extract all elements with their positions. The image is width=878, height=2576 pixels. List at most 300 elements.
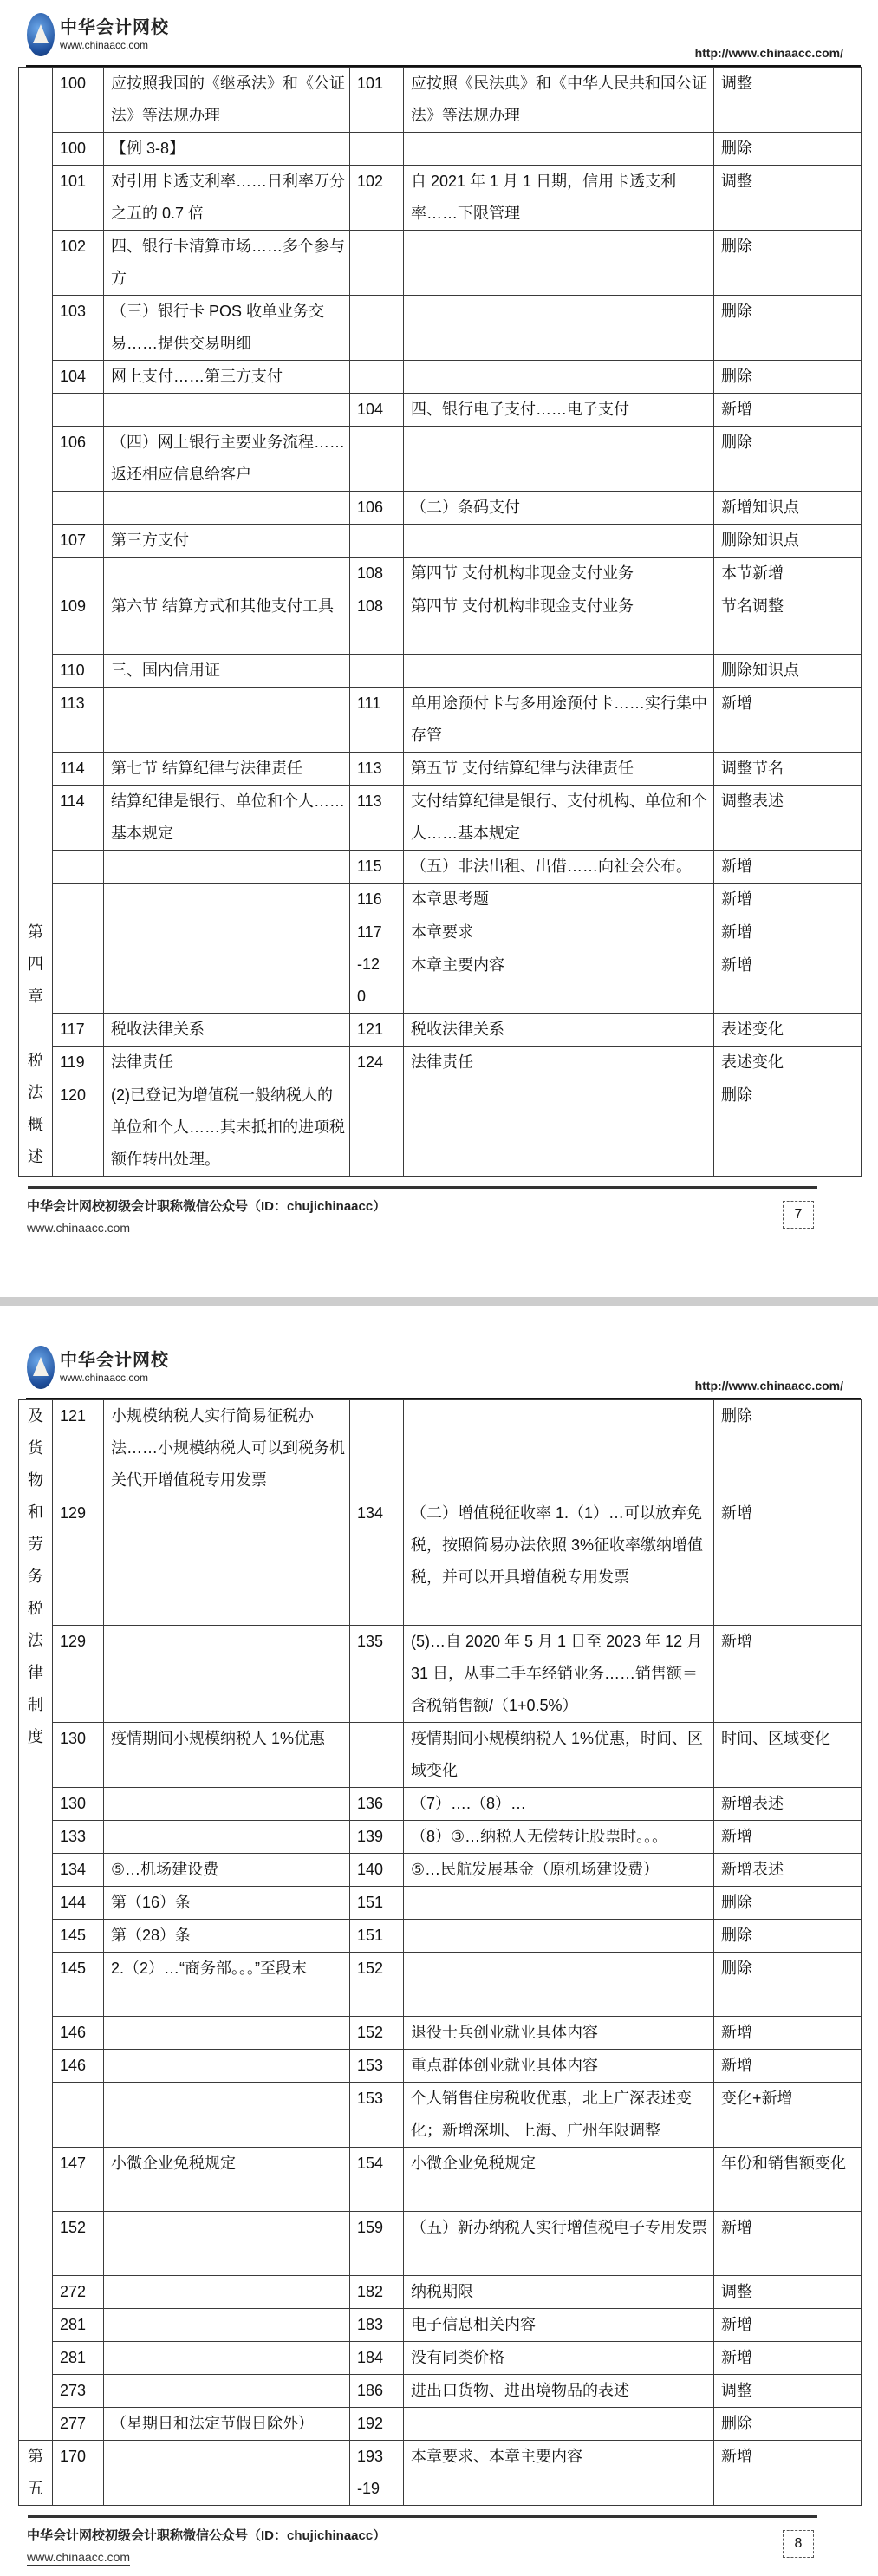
change-type-cell: 删除 (714, 133, 862, 166)
chapter-label-char: 五 (28, 2480, 43, 2497)
table-row (19, 68, 862, 133)
new-content-cell: 税收法律关系 (404, 1014, 714, 1047)
old-page-cell: 129 (53, 1497, 104, 1626)
old-content-cell (104, 851, 350, 884)
old-page-cell: 117 (53, 1014, 104, 1047)
old-page-cell: 145 (53, 1920, 104, 1953)
new-page-cell (350, 1788, 404, 1821)
change-type-cell: 本节新增 (714, 558, 862, 590)
table-row (19, 2017, 862, 2050)
old-content-cell (104, 394, 350, 427)
chapter-label (19, 2441, 53, 2506)
new-page-number: 140 (357, 1861, 384, 1878)
table-row (19, 2276, 862, 2309)
page-number: 8 (783, 2530, 814, 2558)
new-content-cell (404, 427, 714, 492)
footer-wechat-text: 中华会计网校初级会计职称微信公众号（ID：chujichinaacc） (27, 1199, 387, 1214)
old-content-cell: 三、国内信用证 (104, 655, 350, 688)
change-type-cell: 新增 (714, 851, 862, 884)
old-page-cell: 144 (53, 1887, 104, 1920)
new-page-number: 124 (357, 1053, 384, 1071)
chapter-label-char: 务 (28, 1568, 43, 1585)
change-type-cell: 删除知识点 (714, 655, 862, 688)
new-page-cell (350, 2441, 404, 2506)
old-page-cell (53, 558, 104, 590)
new-content-cell: 本章主要内容 (404, 949, 714, 1014)
old-page-cell: 133 (53, 1821, 104, 1854)
old-content-cell (104, 2017, 350, 2050)
table-row (19, 1854, 862, 1887)
table-row (19, 949, 862, 1014)
change-type-cell: 调整 (714, 68, 862, 133)
new-content-cell (404, 1079, 714, 1177)
change-type-cell: 调整表述 (714, 786, 862, 851)
new-page-number: 101 (357, 75, 384, 92)
new-page-number: 152 (357, 2024, 384, 2041)
table-row (19, 753, 862, 786)
header-url[interactable]: http://www.chinaacc.com/ (694, 46, 843, 60)
table-row (19, 2212, 862, 2276)
chapter-label (19, 916, 53, 1177)
old-page-cell: 100 (53, 68, 104, 133)
chapter-label-char: 概 (28, 1116, 43, 1133)
new-content-cell: 第四节 支付机构非现金支付业务 (404, 590, 714, 655)
table-row (19, 786, 862, 851)
old-content-cell: 四、银行卡清算市场……多个参与方 (104, 231, 350, 296)
logo-url: www.chinaacc.com (60, 39, 149, 51)
page-number: 7 (783, 1201, 814, 1229)
old-content-cell: 税收法律关系 (104, 1014, 350, 1047)
new-page-number: 116 (357, 890, 382, 908)
old-page-cell: 152 (53, 2212, 104, 2276)
chapter-label-char: 制 (28, 1696, 43, 1713)
change-type-cell: 表述变化 (714, 1014, 862, 1047)
table-row (19, 394, 862, 427)
new-page-cell (350, 2342, 404, 2375)
old-content-cell (104, 949, 350, 1014)
table-row (19, 1079, 862, 1177)
old-page-cell (53, 884, 104, 916)
logo-name: 中华会计网校 (60, 1351, 169, 1370)
new-page-cell (350, 851, 404, 884)
change-type-cell: 删除 (714, 231, 862, 296)
page-gap (0, 1297, 878, 1306)
old-content-cell (104, 2441, 350, 2506)
page-footer (0, 2515, 878, 2576)
brand-logo (27, 1346, 169, 1389)
change-type-cell: 变化+新增 (714, 2083, 862, 2148)
table-row (19, 2441, 862, 2506)
change-type-cell: 删除知识点 (714, 525, 862, 558)
old-page-cell: 121 (53, 1400, 104, 1497)
change-type-cell: 新增 (714, 949, 862, 1014)
old-page-cell (53, 949, 104, 1014)
table-row (19, 1887, 862, 1920)
change-type-cell: 调整 (714, 2375, 862, 2408)
old-page-cell: 101 (53, 166, 104, 231)
new-content-cell (404, 296, 714, 361)
chapter-label-char: 第 (28, 923, 43, 941)
old-content-cell (104, 2083, 350, 2148)
comparison-table (18, 67, 862, 1177)
old-page-cell: 147 (53, 2148, 104, 2212)
change-type-cell: 新增 (714, 2050, 862, 2083)
new-page-cell (350, 2017, 404, 2050)
table-row (19, 1723, 862, 1788)
table-row (19, 655, 862, 688)
old-page-cell: 103 (53, 296, 104, 361)
old-content-cell: 小规模纳税人实行简易征税办法……小规模纳税人可以到税务机关代开增值税专用发票 (104, 1400, 350, 1497)
table-row (19, 884, 862, 916)
old-content-cell: ⑤…机场建设费 (104, 1854, 350, 1887)
new-page-number: 121 (357, 1021, 384, 1038)
old-content-cell (104, 688, 350, 753)
footer-url[interactable]: www.chinaacc.com (27, 2550, 131, 2564)
new-page-cell (350, 884, 404, 916)
new-page-number: 117-120 (357, 923, 382, 1005)
logo-icon (27, 1346, 55, 1389)
new-page-cell (350, 525, 404, 558)
new-page-cell (350, 1854, 404, 1887)
old-page-cell (53, 394, 104, 427)
brand-logo (27, 13, 169, 56)
new-content-cell: 小微企业免税规定 (404, 2148, 714, 2212)
new-page-number: 153 (357, 2090, 384, 2107)
old-page-cell: 134 (53, 1854, 104, 1887)
new-page-cell (350, 558, 404, 590)
change-type-cell: 表述变化 (714, 1047, 862, 1079)
footer-divider (28, 2515, 817, 2518)
old-page-cell: 273 (53, 2375, 104, 2408)
new-page-number: 113 (357, 760, 382, 777)
table-row (19, 133, 862, 166)
new-page-cell (350, 68, 404, 133)
change-type-cell: 新增 (714, 2017, 862, 2050)
old-page-cell: 110 (53, 655, 104, 688)
new-content-cell: 本章要求 (404, 916, 714, 949)
new-page-number: 135 (357, 1633, 384, 1650)
new-page-cell (350, 655, 404, 688)
old-content-cell (104, 2342, 350, 2375)
new-content-cell: 纳税期限 (404, 2276, 714, 2309)
old-content-cell: （四）网上银行主要业务流程……返还相应信息给客户 (104, 427, 350, 492)
new-page-number: 193-19 (357, 2448, 384, 2497)
new-page-number: 134 (357, 1504, 384, 1522)
old-content-cell: 第六节 结算方式和其他支付工具 (104, 590, 350, 655)
table-row (19, 558, 862, 590)
new-page-cell (350, 753, 404, 786)
new-content-cell: 疫情期间小规模纳税人 1%优惠，时间、区域变化 (404, 1723, 714, 1788)
new-page-cell (350, 1497, 404, 1626)
new-page-number: 139 (357, 1828, 384, 1845)
new-page-number: 192 (357, 2415, 384, 2432)
new-page-cell (350, 166, 404, 231)
table-row (19, 2148, 862, 2212)
old-content-cell: 2.（2）…“商务部。。。”至段末 (104, 1953, 350, 2017)
new-page-cell (350, 1400, 404, 1497)
change-type-cell: 删除 (714, 1079, 862, 1177)
table-row (19, 1497, 862, 1626)
table-row (19, 1920, 862, 1953)
new-page-number: 184 (357, 2349, 384, 2366)
new-page-number: 183 (357, 2316, 384, 2333)
old-page-cell: 114 (53, 753, 104, 786)
chapter-label-char: 货 (28, 1439, 43, 1457)
old-content-cell (104, 1788, 350, 1821)
change-type-cell: 新增 (714, 1497, 862, 1626)
table-row (19, 1626, 862, 1723)
old-content-cell: (2)已登记为增值税一般纳税人的单位和个人……其未抵扣的进项税额作转出处理。 (104, 1079, 350, 1177)
change-type-cell: 新增 (714, 1821, 862, 1854)
old-page-cell: 146 (53, 2050, 104, 2083)
old-content-cell: 法律责任 (104, 1047, 350, 1079)
old-page-cell: 100 (53, 133, 104, 166)
new-page-number: 102 (357, 173, 384, 190)
logo-name: 中华会计网校 (60, 18, 169, 37)
old-page-cell (53, 492, 104, 525)
chapter-label-char: 第 (28, 2448, 43, 2465)
table-row (19, 2083, 862, 2148)
new-content-cell: 法律责任 (404, 1047, 714, 1079)
new-page-cell (350, 688, 404, 753)
new-page-cell (350, 786, 404, 851)
chapter-label-char: 劳 (28, 1536, 43, 1553)
change-type-cell: 新增 (714, 2441, 862, 2506)
chapter-label-char: 法 (28, 1632, 43, 1649)
old-page-cell (53, 851, 104, 884)
table-row (19, 2050, 862, 2083)
change-type-cell: 删除 (714, 1887, 862, 1920)
old-page-cell: 113 (53, 688, 104, 753)
old-content-cell: 第三方支付 (104, 525, 350, 558)
new-page-number: 151 (357, 1894, 384, 1911)
change-type-cell: 删除 (714, 2408, 862, 2441)
new-content-cell: (5)…自 2020 年 5 月 1 日至 2023 年 12 月 31 日，从事二手车经销业务……销售额＝含税销售额/（1+0.5%） (404, 1626, 714, 1723)
new-content-cell (404, 1953, 714, 2017)
chapter-label-char: 法 (28, 1084, 43, 1101)
new-page-cell (350, 1887, 404, 1920)
new-page-cell (350, 1047, 404, 1079)
table-row (19, 231, 862, 296)
new-page-cell (350, 133, 404, 166)
chapter-label-char: 及 (28, 1407, 43, 1425)
old-content-cell (104, 2050, 350, 2083)
old-content-cell (104, 2212, 350, 2276)
old-page-cell: 277 (53, 2408, 104, 2441)
new-content-cell (404, 525, 714, 558)
new-page-cell (350, 2309, 404, 2342)
old-page-cell: 130 (53, 1723, 104, 1788)
old-page-cell: 272 (53, 2276, 104, 2309)
change-type-cell: 新增表述 (714, 1854, 862, 1887)
table-row (19, 1821, 862, 1854)
new-content-cell (404, 231, 714, 296)
old-page-cell: 146 (53, 2017, 104, 2050)
footer-url[interactable]: www.chinaacc.com (27, 1221, 131, 1235)
table-row (19, 1014, 862, 1047)
old-page-cell: 120 (53, 1079, 104, 1177)
new-content-cell: （五）新办纳税人实行增值税电子专用发票 (404, 2212, 714, 2276)
chapter-label-char: 物 (28, 1471, 43, 1489)
table-row (19, 361, 862, 394)
old-content-cell: 网上支付……第三方支付 (104, 361, 350, 394)
new-content-cell (404, 2408, 714, 2441)
old-page-cell: 281 (53, 2309, 104, 2342)
new-page-cell (350, 1014, 404, 1047)
old-page-cell: 104 (53, 361, 104, 394)
new-page-cell (350, 2050, 404, 2083)
new-page-cell (350, 296, 404, 361)
change-type-cell: 删除 (714, 361, 862, 394)
old-content-cell (104, 558, 350, 590)
new-page-number: 104 (357, 401, 384, 418)
change-type-cell: 年份和销售额变化 (714, 2148, 862, 2212)
old-page-cell: 109 (53, 590, 104, 655)
new-content-cell: 电子信息相关内容 (404, 2309, 714, 2342)
new-page-cell (350, 2375, 404, 2408)
new-page-number: 152 (357, 1960, 384, 1977)
header-url[interactable]: http://www.chinaacc.com/ (694, 1379, 843, 1392)
logo-icon (27, 13, 55, 56)
new-page-cell (350, 2408, 404, 2441)
new-page-cell (350, 394, 404, 427)
new-content-cell: 应按照《民法典》和《中华人民共和国公证法》等法规办理 (404, 68, 714, 133)
new-page-cell (350, 1723, 404, 1788)
document-page-8 (0, 1306, 878, 2576)
old-content-cell (104, 2375, 350, 2408)
chapter-label-char: 述 (28, 1148, 43, 1165)
old-page-cell: 106 (53, 427, 104, 492)
change-type-cell: 删除 (714, 1953, 862, 2017)
old-content-cell (104, 1497, 350, 1626)
new-content-cell (404, 1400, 714, 1497)
change-type-cell: 删除 (714, 427, 862, 492)
new-content-cell (404, 1887, 714, 1920)
change-type-cell: 新增 (714, 1626, 862, 1723)
new-page-cell (350, 361, 404, 394)
table-row (19, 427, 862, 492)
new-page-cell (350, 590, 404, 655)
page-footer (0, 1186, 878, 1247)
page-header (0, 0, 878, 65)
change-type-cell: 节名调整 (714, 590, 862, 655)
table-row (19, 916, 862, 949)
new-content-cell: 本章思考题 (404, 884, 714, 916)
new-page-cell (350, 231, 404, 296)
old-content-cell: （三）银行卡 POS 收单业务交易……提供交易明细 (104, 296, 350, 361)
change-type-cell: 新增表述 (714, 1788, 862, 1821)
table-row (19, 2408, 862, 2441)
old-content-cell (104, 1821, 350, 1854)
table-row (19, 2342, 862, 2375)
new-page-number: 111 (357, 695, 381, 712)
new-content-cell: （二）增值税征收率 1.（1）…可以放弃免税，按照简易办法依照 3%征收率缴纳增值税，并可以开具增值税专用发票 (404, 1497, 714, 1626)
change-type-cell: 时间、区域变化 (714, 1723, 862, 1788)
new-content-cell: ⑤…民航发展基金（原机场建设费） (404, 1854, 714, 1887)
new-content-cell (404, 361, 714, 394)
change-type-cell: 新增知识点 (714, 492, 862, 525)
new-content-cell: 进出口货物、进出境物品的表述 (404, 2375, 714, 2408)
new-content-cell: （二）条码支付 (404, 492, 714, 525)
new-page-cell (350, 2212, 404, 2276)
chapter-label-char: 度 (28, 1728, 43, 1745)
comparison-table (18, 1399, 862, 2506)
old-content-cell: 第（28）条 (104, 1920, 350, 1953)
new-page-cell (350, 2083, 404, 2148)
new-page-number: 153 (357, 2057, 384, 2074)
chapter-label-char (19, 1013, 52, 1045)
change-type-cell: 新增 (714, 688, 862, 753)
new-content-cell: 第五节 支付结算纪律与法律责任 (404, 753, 714, 786)
old-content-cell: （星期日和法定节假日除外） (104, 2408, 350, 2441)
new-content-cell: 四、银行电子支付……电子支付 (404, 394, 714, 427)
footer-wechat-text: 中华会计网校初级会计职称微信公众号（ID：chujichinaacc） (27, 2528, 387, 2543)
new-page-cell (350, 1626, 404, 1723)
old-content-cell (104, 2276, 350, 2309)
new-page-cell (350, 2276, 404, 2309)
page-header (0, 1306, 878, 1398)
new-page-number: 151 (357, 1927, 384, 1944)
table-row (19, 166, 862, 231)
new-content-cell: 重点群体创业就业具体内容 (404, 2050, 714, 2083)
old-page-cell: 130 (53, 1788, 104, 1821)
new-content-cell: 本章要求、本章主要内容 (404, 2441, 714, 2506)
new-page-number: 159 (357, 2219, 384, 2236)
new-content-cell: （7）….（8）… (404, 1788, 714, 1821)
new-page-cell (350, 492, 404, 525)
old-page-cell: 170 (53, 2441, 104, 2506)
table-row (19, 492, 862, 525)
new-content-cell: 没有同类价格 (404, 2342, 714, 2375)
old-page-cell (53, 2083, 104, 2148)
table-row (19, 1047, 862, 1079)
table-row (19, 2309, 862, 2342)
new-page-number: 113 (357, 792, 382, 810)
change-type-cell: 删除 (714, 1400, 862, 1497)
change-type-cell: 新增 (714, 2342, 862, 2375)
chapter-label (19, 68, 53, 916)
table-row (19, 2375, 862, 2408)
old-page-cell: 114 (53, 786, 104, 851)
footer-divider (28, 1186, 817, 1189)
new-page-number: 182 (357, 2283, 384, 2300)
old-content-cell: 应按照我国的《继承法》和《公证法》等法规办理 (104, 68, 350, 133)
change-type-cell: 删除 (714, 1920, 862, 1953)
chapter-label (19, 1400, 53, 2441)
new-page-cell (350, 2148, 404, 2212)
chapter-label-char: 章 (28, 988, 43, 1005)
old-content-cell: 小微企业免税规定 (104, 2148, 350, 2212)
old-page-cell: 119 (53, 1047, 104, 1079)
new-page-cell (350, 1953, 404, 2017)
change-type-cell: 删除 (714, 296, 862, 361)
change-type-cell: 调整节名 (714, 753, 862, 786)
old-content-cell: 结算纪律是银行、单位和个人……基本规定 (104, 786, 350, 851)
new-page-number: 186 (357, 2382, 384, 2399)
change-type-cell: 新增 (714, 884, 862, 916)
logo-url: www.chinaacc.com (60, 1372, 149, 1384)
old-content-cell (104, 884, 350, 916)
new-content-cell: 自 2021 年 1 月 1 日期，信用卡透支利率……下限管理 (404, 166, 714, 231)
new-page-cell (350, 427, 404, 492)
new-content-cell: （五）非法出租、出借……向社会公布。 (404, 851, 714, 884)
old-page-cell (53, 916, 104, 949)
old-content-cell: 【例 3-8】 (104, 133, 350, 166)
table-row (19, 1953, 862, 2017)
old-content-cell (104, 2309, 350, 2342)
table-row (19, 851, 862, 884)
new-content-cell (404, 133, 714, 166)
